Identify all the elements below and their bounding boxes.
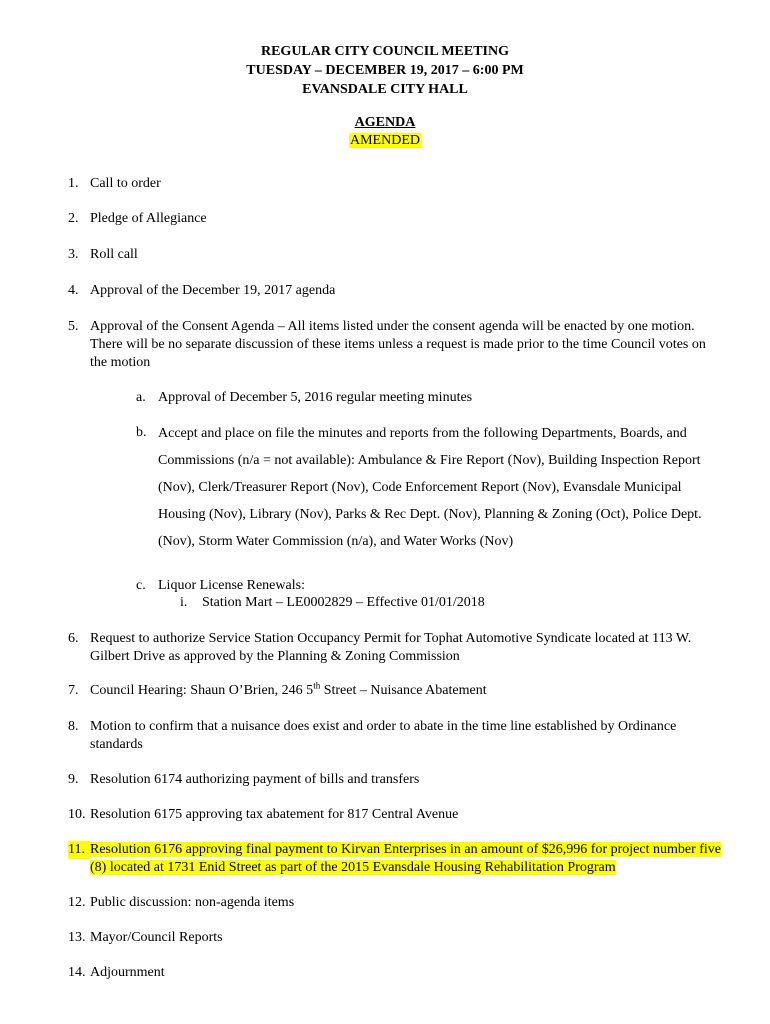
agenda-heading: AGENDA	[354, 115, 416, 130]
amended-label: AMENDED	[350, 133, 420, 148]
document-header	[0, 42, 770, 99]
meeting-location: EVANSDALE CITY HALL	[302, 82, 468, 97]
meeting-title: REGULAR CITY COUNCIL MEETING	[260, 44, 509, 59]
meeting-date: TUESDAY – DECEMBER 19, 2017 – 6:00 PM	[246, 63, 524, 78]
agenda-document: REGULAR CITY COUNCIL MEETING TUESDAY – DECEMBER 19, 2017 – 6:00 PM EVANSDALE CITY HALL AGENDA AMENDED 1. Call to order 2. Pledge of Allegiance 3. Roll call 4. Approval of the December 19, 2017 agenda 5. Approval of the Consent Agenda – All items listed under the consent agenda will be enacted by one motion. There will be no separate discussion of these items unless a request is made prior to the time Council votes on the motion a. Approval of December 5, 2016 regular meeting minutes b. Accept and place on file the minutes and reports from the following Departments, Boards, and Commissions (n/a = not available): Ambulance & Fire Report (Nov), Building Inspection Report (Nov), Clerk/Treasurer Report (Nov), Code Enforcement Report (Nov), Evansdale Municipal Housing (Nov), Library (Nov), Parks & Rec Dept. (Nov), Planning & Zoning (Oct), Police Dept. (Nov), Storm Water Commission (n/a), and Water Works (Nov) c. Liquor License Renewals: i. Station Mart – LE0002829 – Effective 01/01/2018 6. Request to authorize Service Station Occupancy Permit for Tophat Automotive Syndicate located at 113 W. Gilbert Drive as approved by the Planning & Zoning Commission 7. Council Hearing: Shaun O’Brien, 246 5th Street – Nuisance Abatement 8. Motion to confirm that a nuisance does exist and order to abate in the time line established by Ordinance standards 9. Resolution 6174 authorizing payment of bills and transfers 10. Resolution 6175 approving tax abatement for 817 Central Avenue 11. Resolution 6176 approving final payment to Kirvan Enterprises in an amount of $26,996 for project number five (8) located at 1731 Enid Street as part of the 2015 Evansdale Housing Rehabilitation Program 12. Public discussion: non-agenda items 13. Mayor/Council Reports 14. Adjournment	[0, 0, 770, 1024]
